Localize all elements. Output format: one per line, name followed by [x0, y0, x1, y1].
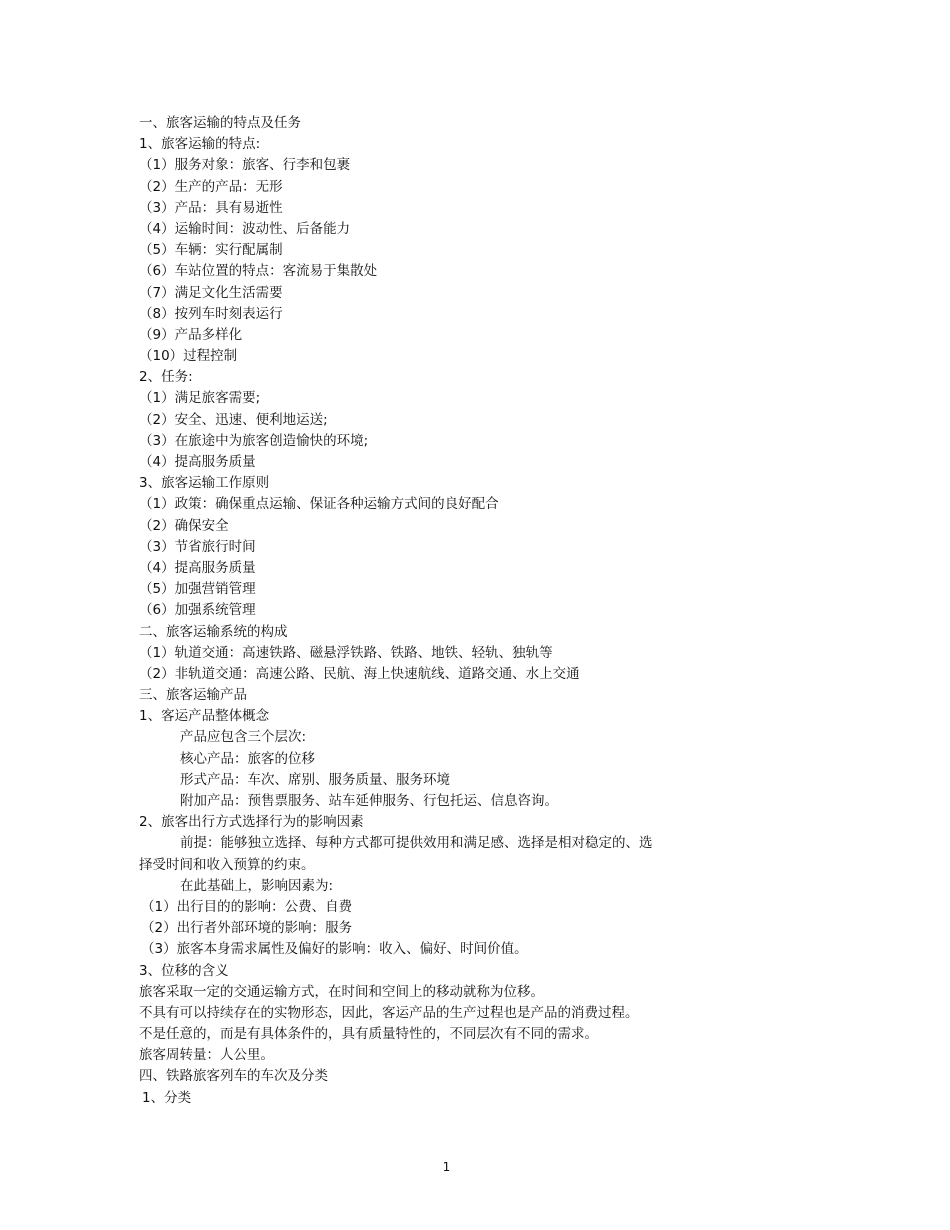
text-line: 3、位移的含义 [139, 962, 229, 979]
text-line: 不具有可以持续存在的实物形态，因此，客运产品的生产过程也是产品的消费过程。 [139, 1004, 639, 1021]
text-line: 产品应包含三个层次: [180, 729, 307, 746]
text-line: （9）产品多样化 [139, 326, 243, 343]
text-line: （1）轨道交通：高速铁路、磁悬浮铁路、铁路、地铁、轻轨、独轨等 [139, 644, 553, 661]
text-line: （10）过程控制 [139, 348, 238, 365]
text-line: 1、旅客运输的特点: [139, 136, 261, 153]
text-line: （3）产品：具有易逝性 [139, 199, 283, 216]
text-line: （5）车辆：实行配属制 [139, 242, 283, 259]
text-line: （1）政策：确保重点运输、保证各种运输方式间的良好配合 [139, 496, 499, 513]
text-line: （2）生产的产品：无形 [139, 178, 283, 195]
text-line: 三、旅客运输产品 [139, 687, 247, 704]
text-line: （8）按列车时刻表运行 [139, 305, 283, 322]
text-line: （1）满足旅客需要; [139, 390, 261, 407]
text-line: 四、铁路旅客列车的车次及分类 [139, 1068, 328, 1085]
text-line: （6）加强系统管理 [139, 602, 256, 619]
text-line: 2、旅客出行方式选择行为的影响因素 [139, 814, 364, 831]
text-line: （2）出行者外部环境的影响：服务 [141, 920, 353, 937]
text-line: （3）旅客本身需求属性及偏好的影响：收入、偏好、时间价值。 [141, 941, 528, 958]
text-line: 附加产品：预售票服务、站车延伸服务、行包托运、信息咨询。 [180, 793, 558, 809]
text-line: （7）满足文化生活需要 [139, 284, 283, 301]
text-line: 形式产品：车次、席别、服务质量、服务环境 [180, 771, 450, 788]
text-line: （3）在旅途中为旅客创造愉快的环境; [139, 432, 369, 449]
page-number: 1 [442, 1160, 451, 1174]
text-line: 2、任务: [139, 369, 193, 386]
text-line: 旅客采取一定的交通运输方式，在时间和空间上的移动就称为位移。 [139, 983, 544, 1000]
text-line: （4）提高服务质量 [139, 454, 256, 470]
document-body [139, 113, 739, 1109]
text-line: （5）加强营销管理 [139, 581, 256, 598]
text-line: 在此基础上，影响因素为: [180, 877, 334, 894]
text-line: 前提：能够独立选择、每种方式都可提供效用和满足感、选择是相对稳定的、选 [180, 835, 653, 852]
text-line: （1）出行目的的影响：公费、自费 [141, 898, 353, 915]
text-line: （1）服务对象：旅客、行李和包裹 [139, 157, 351, 174]
text-line: 一、旅客运输的特点及任务 [139, 115, 301, 131]
text-line: 1、客运产品整体概念 [139, 708, 270, 725]
text-line: 不是任意的，而是有具体条件的，具有质量特性的，不同层次有不同的需求。 [139, 1026, 598, 1043]
text-line: 二、旅客运输系统的构成 [139, 623, 288, 640]
text-line: （2）确保安全 [139, 517, 229, 534]
text-line: 旅客周转量：人公里。 [139, 1047, 274, 1064]
text-line: （4）提高服务质量 [139, 559, 256, 576]
text-line: 择受时间和收入预算的约束。 [139, 856, 315, 873]
text-line: （2）非轨道交通：高速公路、民航、海上快速航线、道路交通、水上交通 [139, 665, 580, 682]
text-line: 核心产品：旅客的位移 [180, 750, 315, 767]
text-line: （4）运输时间：波动性、后备能力 [139, 220, 351, 237]
text-line: （6）车站位置的特点：客流易于集散处 [139, 263, 378, 280]
text-line: （3）节省旅行时间 [139, 538, 256, 555]
text-line: （2）安全、迅速、便利地运送; [139, 411, 328, 428]
text-line: 1、分类 [142, 1089, 192, 1106]
text-line: 3、旅客运输工作原则 [139, 475, 270, 492]
